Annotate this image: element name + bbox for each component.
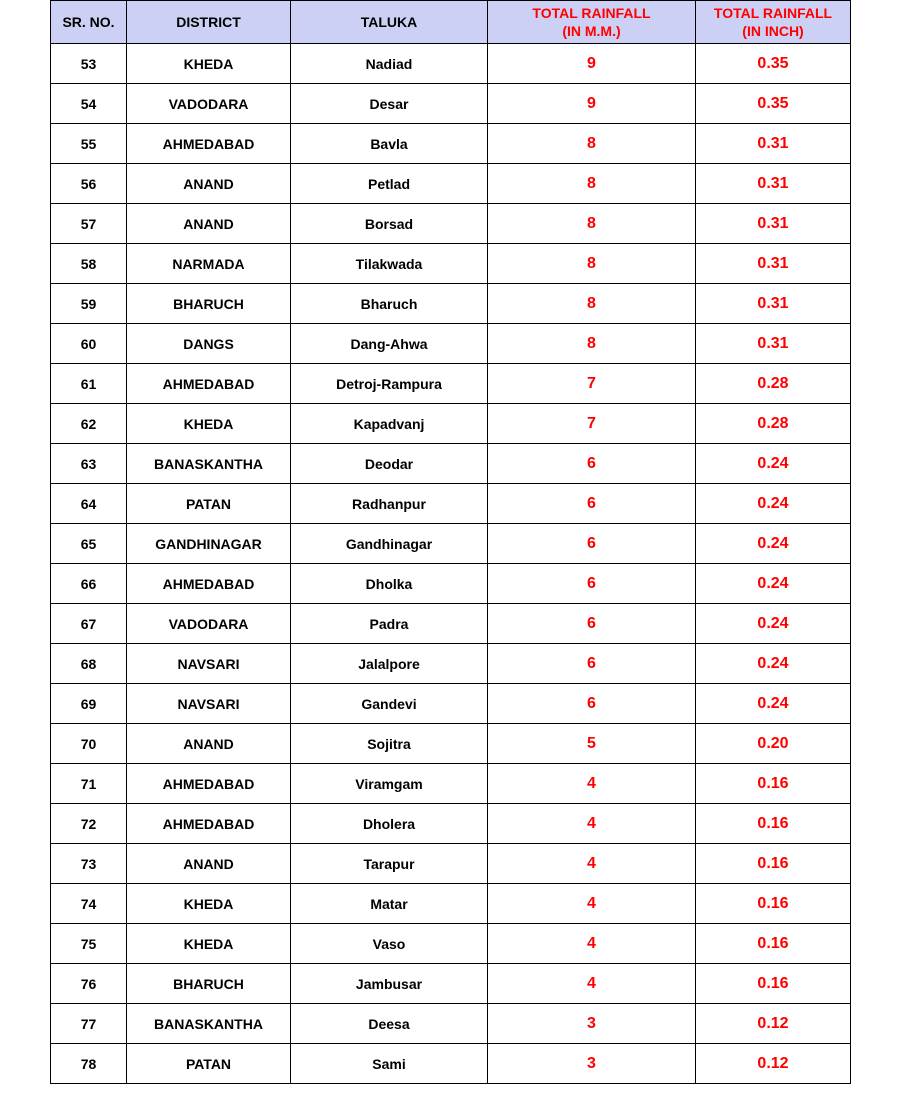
cell-rainfall-mm: 9 bbox=[488, 44, 696, 84]
cell-rainfall-inch: 0.20 bbox=[696, 724, 851, 764]
cell-sr-no: 77 bbox=[51, 1004, 127, 1044]
cell-rainfall-mm: 7 bbox=[488, 364, 696, 404]
table-row bbox=[51, 1044, 851, 1084]
cell-taluka: Gandevi bbox=[291, 684, 488, 724]
cell-sr-no: 71 bbox=[51, 764, 127, 804]
table-row bbox=[51, 924, 851, 964]
cell-sr-no: 73 bbox=[51, 844, 127, 884]
cell-rainfall-mm: 3 bbox=[488, 1044, 696, 1084]
table-row bbox=[51, 764, 851, 804]
table-body bbox=[51, 44, 851, 1084]
cell-sr-no: 53 bbox=[51, 44, 127, 84]
cell-taluka: Dholka bbox=[291, 564, 488, 604]
cell-sr-no: 63 bbox=[51, 444, 127, 484]
cell-taluka: Vaso bbox=[291, 924, 488, 964]
cell-district: KHEDA bbox=[127, 884, 291, 924]
cell-taluka: Nadiad bbox=[291, 44, 488, 84]
cell-sr-no: 64 bbox=[51, 484, 127, 524]
cell-taluka: Desar bbox=[291, 84, 488, 124]
header-rainfall-inch bbox=[696, 1, 851, 44]
cell-district: NARMADA bbox=[127, 244, 291, 284]
header-sr-no: SR. NO. bbox=[51, 1, 127, 44]
cell-rainfall-inch: 0.31 bbox=[696, 324, 851, 364]
cell-taluka: Sojitra bbox=[291, 724, 488, 764]
cell-district: BHARUCH bbox=[127, 284, 291, 324]
cell-district: BANASKANTHA bbox=[127, 1004, 291, 1044]
cell-rainfall-inch: 0.24 bbox=[696, 644, 851, 684]
header-rainfall-mm bbox=[488, 1, 696, 44]
table-row bbox=[51, 804, 851, 844]
cell-rainfall-mm: 8 bbox=[488, 124, 696, 164]
header-row bbox=[51, 1, 851, 44]
cell-district: BHARUCH bbox=[127, 964, 291, 1004]
cell-sr-no: 57 bbox=[51, 204, 127, 244]
cell-taluka: Bavla bbox=[291, 124, 488, 164]
cell-district: GANDHINAGAR bbox=[127, 524, 291, 564]
cell-district: ANAND bbox=[127, 844, 291, 884]
cell-taluka: Detroj-Rampura bbox=[291, 364, 488, 404]
cell-rainfall-mm: 6 bbox=[488, 524, 696, 564]
cell-sr-no: 75 bbox=[51, 924, 127, 964]
table-row bbox=[51, 564, 851, 604]
cell-district: AHMEDABAD bbox=[127, 364, 291, 404]
cell-sr-no: 66 bbox=[51, 564, 127, 604]
cell-rainfall-inch: 0.12 bbox=[696, 1044, 851, 1084]
cell-taluka: Tarapur bbox=[291, 844, 488, 884]
cell-sr-no: 54 bbox=[51, 84, 127, 124]
cell-taluka: Jalalpore bbox=[291, 644, 488, 684]
cell-sr-no: 56 bbox=[51, 164, 127, 204]
cell-rainfall-inch: 0.24 bbox=[696, 524, 851, 564]
table-row bbox=[51, 604, 851, 644]
cell-rainfall-inch: 0.31 bbox=[696, 204, 851, 244]
cell-rainfall-mm: 4 bbox=[488, 884, 696, 924]
header-district: DISTRICT bbox=[127, 1, 291, 44]
cell-sr-no: 78 bbox=[51, 1044, 127, 1084]
cell-rainfall-mm: 3 bbox=[488, 1004, 696, 1044]
cell-sr-no: 58 bbox=[51, 244, 127, 284]
header-rainfall-inch-line2: (IN INCH) bbox=[742, 23, 804, 39]
cell-sr-no: 67 bbox=[51, 604, 127, 644]
table-row bbox=[51, 324, 851, 364]
cell-taluka: Tilakwada bbox=[291, 244, 488, 284]
table-row bbox=[51, 244, 851, 284]
cell-rainfall-inch: 0.31 bbox=[696, 284, 851, 324]
cell-district: ANAND bbox=[127, 164, 291, 204]
cell-taluka: Padra bbox=[291, 604, 488, 644]
cell-sr-no: 68 bbox=[51, 644, 127, 684]
table-row bbox=[51, 484, 851, 524]
cell-rainfall-inch: 0.28 bbox=[696, 404, 851, 444]
table-row bbox=[51, 844, 851, 884]
table-row bbox=[51, 684, 851, 724]
cell-rainfall-mm: 6 bbox=[488, 484, 696, 524]
cell-rainfall-inch: 0.35 bbox=[696, 44, 851, 84]
table-row bbox=[51, 964, 851, 1004]
cell-taluka: Sami bbox=[291, 1044, 488, 1084]
cell-taluka: Radhanpur bbox=[291, 484, 488, 524]
cell-district: AHMEDABAD bbox=[127, 764, 291, 804]
cell-taluka: Petlad bbox=[291, 164, 488, 204]
cell-rainfall-inch: 0.31 bbox=[696, 244, 851, 284]
cell-district: AHMEDABAD bbox=[127, 564, 291, 604]
cell-rainfall-mm: 4 bbox=[488, 924, 696, 964]
cell-rainfall-inch: 0.31 bbox=[696, 124, 851, 164]
cell-rainfall-inch: 0.16 bbox=[696, 964, 851, 1004]
table-row bbox=[51, 364, 851, 404]
cell-rainfall-mm: 6 bbox=[488, 644, 696, 684]
cell-district: VADODARA bbox=[127, 604, 291, 644]
cell-rainfall-inch: 0.28 bbox=[696, 364, 851, 404]
cell-sr-no: 65 bbox=[51, 524, 127, 564]
table-header bbox=[51, 1, 851, 44]
cell-rainfall-mm: 8 bbox=[488, 284, 696, 324]
cell-rainfall-inch: 0.24 bbox=[696, 684, 851, 724]
rainfall-table bbox=[50, 0, 851, 1084]
header-rainfall-mm-line2: (IN M.M.) bbox=[562, 23, 621, 39]
cell-sr-no: 59 bbox=[51, 284, 127, 324]
cell-district: PATAN bbox=[127, 1044, 291, 1084]
cell-rainfall-inch: 0.16 bbox=[696, 924, 851, 964]
table-row bbox=[51, 644, 851, 684]
header-taluka: TALUKA bbox=[291, 1, 488, 44]
cell-district: NAVSARI bbox=[127, 644, 291, 684]
cell-sr-no: 70 bbox=[51, 724, 127, 764]
cell-rainfall-mm: 5 bbox=[488, 724, 696, 764]
cell-district: AHMEDABAD bbox=[127, 124, 291, 164]
table-row bbox=[51, 444, 851, 484]
cell-taluka: Dang-Ahwa bbox=[291, 324, 488, 364]
cell-sr-no: 60 bbox=[51, 324, 127, 364]
cell-rainfall-mm: 6 bbox=[488, 444, 696, 484]
cell-sr-no: 62 bbox=[51, 404, 127, 444]
cell-rainfall-inch: 0.16 bbox=[696, 884, 851, 924]
table-row bbox=[51, 1004, 851, 1044]
cell-sr-no: 72 bbox=[51, 804, 127, 844]
cell-district: PATAN bbox=[127, 484, 291, 524]
cell-rainfall-mm: 6 bbox=[488, 564, 696, 604]
cell-rainfall-inch: 0.12 bbox=[696, 1004, 851, 1044]
cell-rainfall-mm: 8 bbox=[488, 164, 696, 204]
cell-taluka: Deesa bbox=[291, 1004, 488, 1044]
cell-rainfall-inch: 0.16 bbox=[696, 804, 851, 844]
cell-rainfall-inch: 0.31 bbox=[696, 164, 851, 204]
table-row bbox=[51, 84, 851, 124]
cell-rainfall-inch: 0.35 bbox=[696, 84, 851, 124]
cell-sr-no: 76 bbox=[51, 964, 127, 1004]
cell-taluka: Jambusar bbox=[291, 964, 488, 1004]
cell-district: BANASKANTHA bbox=[127, 444, 291, 484]
cell-district: AHMEDABAD bbox=[127, 804, 291, 844]
cell-district: KHEDA bbox=[127, 44, 291, 84]
cell-district: VADODARA bbox=[127, 84, 291, 124]
cell-rainfall-mm: 4 bbox=[488, 764, 696, 804]
cell-rainfall-inch: 0.24 bbox=[696, 564, 851, 604]
cell-district: ANAND bbox=[127, 724, 291, 764]
cell-taluka: Borsad bbox=[291, 204, 488, 244]
cell-taluka: Bharuch bbox=[291, 284, 488, 324]
cell-sr-no: 74 bbox=[51, 884, 127, 924]
cell-rainfall-mm: 6 bbox=[488, 604, 696, 644]
cell-taluka: Gandhinagar bbox=[291, 524, 488, 564]
cell-rainfall-inch: 0.16 bbox=[696, 844, 851, 884]
rainfall-table-container bbox=[50, 0, 851, 1084]
cell-rainfall-inch: 0.24 bbox=[696, 604, 851, 644]
cell-taluka: Kapadvanj bbox=[291, 404, 488, 444]
cell-district: KHEDA bbox=[127, 924, 291, 964]
cell-rainfall-mm: 7 bbox=[488, 404, 696, 444]
table-row bbox=[51, 724, 851, 764]
cell-district: NAVSARI bbox=[127, 684, 291, 724]
cell-rainfall-mm: 8 bbox=[488, 204, 696, 244]
cell-rainfall-mm: 6 bbox=[488, 684, 696, 724]
cell-taluka: Matar bbox=[291, 884, 488, 924]
header-rainfall-mm-line1: TOTAL RAINFALL bbox=[532, 5, 651, 21]
cell-sr-no: 61 bbox=[51, 364, 127, 404]
cell-rainfall-mm: 9 bbox=[488, 84, 696, 124]
cell-district: KHEDA bbox=[127, 404, 291, 444]
table-row bbox=[51, 164, 851, 204]
cell-rainfall-mm: 4 bbox=[488, 844, 696, 884]
cell-rainfall-mm: 4 bbox=[488, 964, 696, 1004]
table-row bbox=[51, 204, 851, 244]
header-rainfall-inch-line1: TOTAL RAINFALL bbox=[713, 5, 833, 21]
table-row bbox=[51, 124, 851, 164]
table-row bbox=[51, 524, 851, 564]
cell-district: ANAND bbox=[127, 204, 291, 244]
table-row bbox=[51, 404, 851, 444]
cell-rainfall-inch: 0.24 bbox=[696, 484, 851, 524]
cell-district: DANGS bbox=[127, 324, 291, 364]
cell-taluka: Deodar bbox=[291, 444, 488, 484]
table-row bbox=[51, 44, 851, 84]
table-row bbox=[51, 884, 851, 924]
cell-sr-no: 69 bbox=[51, 684, 127, 724]
cell-taluka: Dholera bbox=[291, 804, 488, 844]
cell-taluka: Viramgam bbox=[291, 764, 488, 804]
cell-rainfall-inch: 0.24 bbox=[696, 444, 851, 484]
cell-rainfall-mm: 8 bbox=[488, 244, 696, 284]
cell-rainfall-inch: 0.16 bbox=[696, 764, 851, 804]
cell-rainfall-mm: 8 bbox=[488, 324, 696, 364]
cell-rainfall-mm: 4 bbox=[488, 804, 696, 844]
table-row bbox=[51, 284, 851, 324]
cell-sr-no: 55 bbox=[51, 124, 127, 164]
